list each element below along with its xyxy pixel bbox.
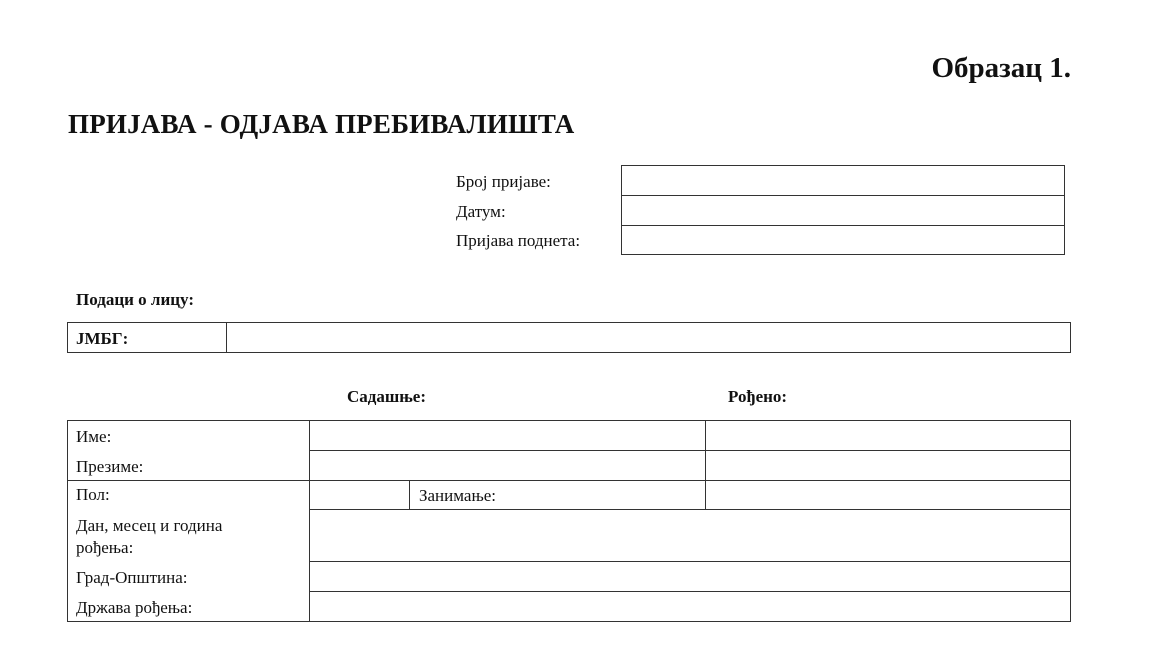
- first-name-current-field[interactable]: [310, 421, 705, 450]
- city-field[interactable]: [310, 562, 1070, 591]
- column-header-current: Садашње:: [347, 387, 426, 406]
- application-submitted-label: Пријава поднета:: [456, 231, 581, 250]
- jmbg-row: [67, 322, 1071, 353]
- first-name-label: Име:: [76, 427, 112, 446]
- birth-date-label: Дан, месец и година рођења:: [76, 516, 223, 557]
- date-field[interactable]: [621, 195, 1065, 226]
- occupation-label: Занимање:: [419, 486, 497, 505]
- sex-label: Пол:: [76, 485, 110, 504]
- jmbg-label: ЈМБГ:: [76, 329, 129, 348]
- first-name-birth-field[interactable]: [706, 421, 1070, 450]
- birth-date-field[interactable]: [310, 510, 1070, 561]
- form-number: Образац 1.: [931, 52, 1071, 84]
- application-number-label: Број пријаве:: [456, 172, 551, 191]
- occupation-field[interactable]: [706, 481, 1070, 509]
- country-label: Држава рођења:: [76, 598, 193, 617]
- country-field[interactable]: [310, 592, 1070, 621]
- form-title: ПРИЈАВА - ОДЈАВА ПРЕБИВАЛИШТА: [68, 109, 575, 139]
- application-submitted-field[interactable]: [621, 225, 1065, 255]
- city-label: Град-Општина:: [76, 568, 188, 587]
- column-divider: [409, 480, 410, 509]
- date-label: Датум:: [456, 202, 506, 221]
- jmbg-divider: [226, 323, 227, 352]
- section-title-personal-data: Подаци о лицу:: [76, 290, 194, 309]
- application-number-field[interactable]: [621, 165, 1065, 196]
- last-name-label: Презиме:: [76, 457, 144, 476]
- jmbg-field[interactable]: [228, 323, 1070, 352]
- personal-data-table: [67, 420, 1071, 622]
- column-header-birth: Рођено:: [728, 387, 788, 406]
- last-name-current-field[interactable]: [310, 451, 705, 480]
- sex-field[interactable]: [310, 481, 409, 509]
- last-name-birth-field[interactable]: [706, 451, 1070, 480]
